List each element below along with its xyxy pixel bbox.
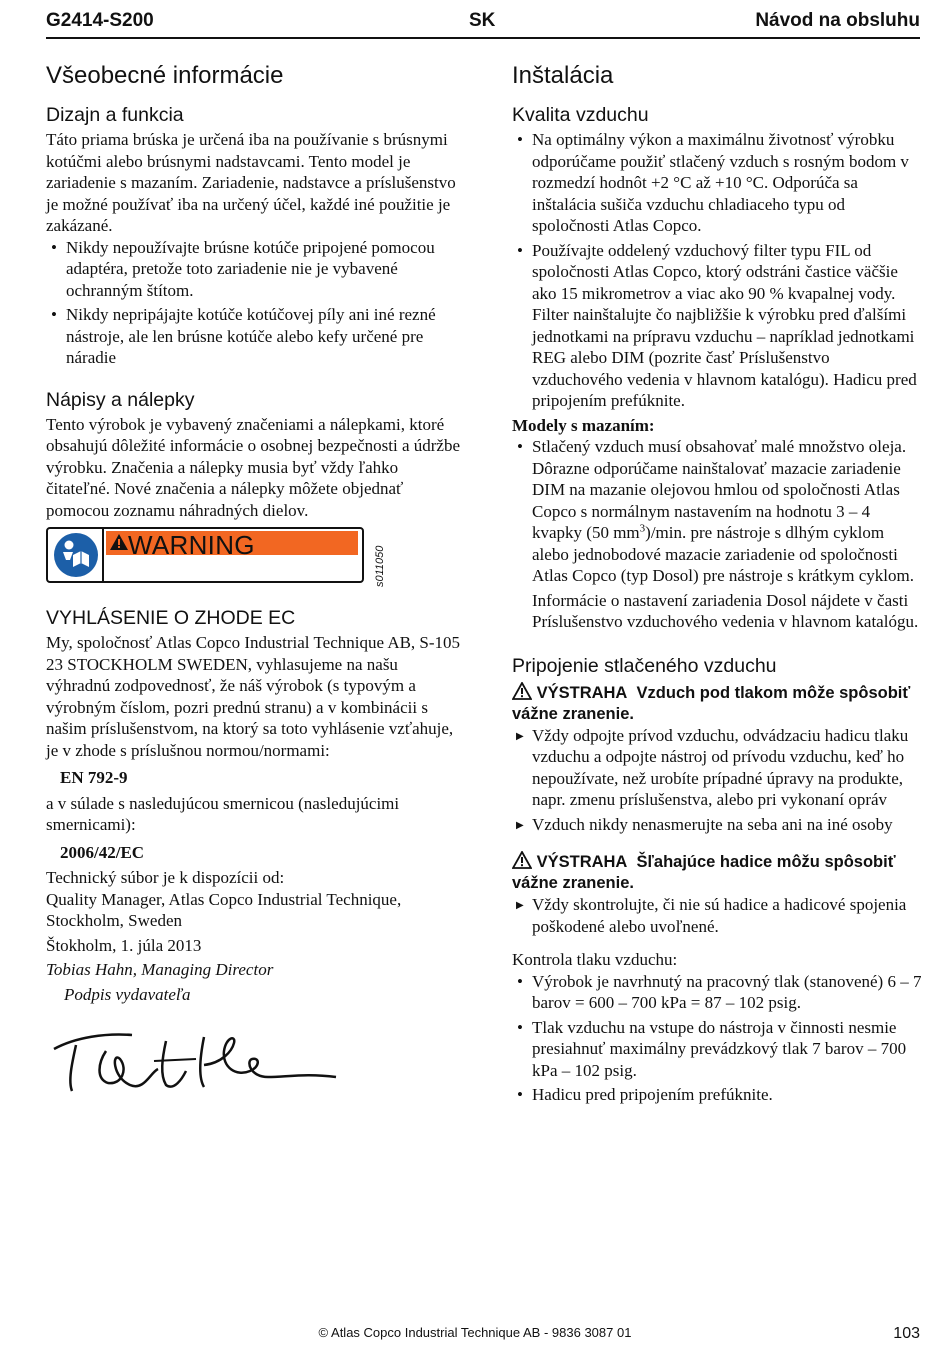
warning-triangle-icon: [512, 851, 532, 869]
air-quality-heading: Kvalita vzduchu: [512, 104, 649, 126]
page-number: 103: [893, 1325, 920, 1342]
lubrication-heading: Modely s mazaním:: [512, 415, 655, 435]
list-item: • Stlačený vzduch musí obsahovať malé množstvo oleja. Dôrazne odporúčame nainštalovať mazacie zariadenie DIM na mazanie olejovou hmlou od spoločnosti Atlas Copco s normálnym nastavením na hodnotu 3 – 4 kvapky (50 $mm^3)/\min$. pre nástroje s dlhým cyklom alebo jednobodové mazacie zariadenie od spoločnosti Atlas Copco (typ Dosol) pre nástroje s krátkym cyklom.: [517, 437, 914, 585]
image-code: s011050: [374, 545, 386, 587]
warning-1-actions: [512, 725, 924, 836]
warning-1-title: VÝSTRAHA Vzduch pod tlakom môže spôsobiť vážne zranenie.: [512, 683, 911, 723]
list-item: • Nikdy nepripájajte kotúče kotúčovej píly ani iné rezné nástroje, ale len brúsne kotúče alebo kefy určené pre náradie: [51, 305, 436, 367]
directive-intro: a v súlade s nasledujúcou smernicou (nasledujúcimi smernicami):: [46, 793, 400, 834]
design-heading: Dizajn a funkcia: [46, 104, 184, 126]
signer-name: Tobias Hahn, Managing Director: [46, 960, 274, 979]
warning-2-title: VÝSTRAHA Šľahajúce hadice môžu spôsobiť vážne zranenie.: [512, 853, 896, 892]
warning-word: WARNING: [128, 530, 255, 560]
list-item: • Hadicu pred pripojením prefúknite.: [517, 1085, 773, 1104]
declaration-paragraph: My, spoločnosť Atlas Copco Industrial Technique AB, S-105 23 STOCKHOLM SWEDEN, vyhlasujeme na našu výhradnú zodpovednosť, že náš výrobok (s typovým a výrobným číslom, pozri prednú stranu) a v kombinácii s našim príslušenstvom, na ktorý sa toto vyhlásenie vzťahuje, je v zhode s príslušnou normou/normami:: [46, 633, 461, 760]
list-item: • Nikdy nepoužívajte brúsne kotúče pripojené pomocou adaptéra, pretože toto zariadenie nie je vybavené ochranným štítom.: [51, 237, 435, 300]
list-item: ▶ Vždy odpojte prívod vzduchu, odvádzaciu hadicu tlaku vzduchu a odpojte nástroj od prívodu vzduchu, keď ho nepoužívate, než urobíte prípadné úpravy na produkte, napr. zmenu príslušenstva, alebo pri vykonaní opráv: [516, 725, 909, 809]
signs-paragraph: Tento výrobok je vybavený značeniami a nálepkami, ktoré obsahujú dôležité informácie o osobnej bezpečnosti a údržbe výrobku. Značenia a nálepky musia byť vždy ľahko čitateľné. Nové značenia a nálepky môžete objednať pomocou zoznamu náhradných dielov.: [46, 414, 460, 520]
list-item: • Používajte oddelený vzduchový filter typu FIL od spoločnosti Atlas Copco, ktorý odstráni častice väčšie ako 15 mikrometrov a viac ako 90 % kvapalnej vody. Filter nainštalujte čo najbližšie k výrobku pred ďalšími jednotkami na prípravu vzduchu – napríklad jednotkami REG alebo DIM (pozrite časť Príslušenstvo vzduchového vedenia v hlavnom katalógu). Hadicu pred pripojením prefúknite.: [517, 240, 917, 410]
technical-file-holder: Quality Manager, Atlas Copco Industrial Technique, Stockholm, Sweden: [46, 889, 402, 930]
air-quality-bullets: [512, 129, 924, 412]
directive-code: 2006/42/EC: [60, 842, 145, 862]
decal-divider: [102, 529, 104, 581]
pressure-heading: Kontrola tlaku vzduchu:: [512, 950, 678, 969]
section-title-installation: Inštalácia: [512, 62, 614, 89]
document-title: Návod na obsluhu: [755, 10, 920, 31]
language-code: SK: [469, 10, 496, 31]
list-item: • Výrobok je navrhnutý na pracovný tlak (stanovené) 6 – 7 barov = 600 – 700 kPa = 87 – 102 psig.: [517, 971, 922, 1012]
warning-banner: [106, 530, 358, 560]
standard-code: EN 792-9: [60, 768, 128, 787]
warning-triangle-icon: [110, 534, 128, 550]
place-date: Štokholm, 1. júla 2013: [46, 935, 202, 955]
warning-triangle-icon: [512, 682, 532, 700]
list-item: ▶ Vzduch nikdy nenasmerujte na seba ani na iné osoby: [516, 814, 893, 834]
list-item: • Tlak vzduchu na vstupe do nástroja v činnosti nesmie presiahnuť maximálny prevádzkový tlak 7 barov – 700 kPa – 102 psig.: [517, 1017, 907, 1080]
warning-2-actions: [512, 894, 924, 937]
section-title-general: Všeobecné informácie: [46, 62, 284, 89]
right-column: [512, 62, 924, 1109]
lubrication-note: Informácie o nastavení zariadenia Dosol nájdete v časti Príslušenstvo vzduchového vedenia v hlavnom katalógu.: [532, 590, 919, 631]
connection-heading: Pripojenie stlačeného vzduchu: [512, 654, 777, 677]
pressure-bullets: [512, 971, 924, 1106]
left-column: [46, 62, 462, 1106]
declaration-heading: VYHLÁSENIE O ZHODE EC: [46, 607, 296, 629]
design-paragraph: Táto priama brúska je určená iba na používanie s brúsnymi kotúčmi alebo brúsnymi nadstavcami. Tento model je zariadenie s mazaním. Zariadenie, nadstavce a príslušenstvo je možné používať iba na určený účel, každé iné použitie je zakázané.: [46, 130, 456, 235]
lubrication-bullets: [512, 436, 924, 587]
page-header: [46, 10, 920, 36]
signature-image: [46, 1011, 346, 1101]
footer-copyright: © Atlas Copco Industrial Technique AB - 9836 3087 01: [318, 1325, 632, 1340]
design-bullets: [46, 237, 462, 369]
list-item: ▶ Vždy skontrolujte, či nie sú hadice a hadicové spojenia poškodené alebo uvoľnené.: [516, 895, 907, 936]
document-id: G2414-S200: [46, 10, 154, 31]
signs-heading: Nápisy a nálepky: [46, 388, 195, 411]
read-manual-icon: [54, 533, 98, 577]
signature-caption: Podpis vydavateľa: [64, 984, 191, 1004]
technical-file-line: Technický súbor je k dispozícii od:: [46, 868, 285, 887]
warning-decal: [46, 527, 386, 587]
list-item: • Na optimálny výkon a maximálnu životnosť výrobku odporúčame použiť stlačený vzduch s rosným bodom v rozmedzí hodnôt +2 °C až +10 °C. Odporúča sa inštalácia sušiča vzduchu chladiaceho typu od spoločnosti Atlas Copco.: [517, 130, 909, 235]
header-rule: [46, 37, 920, 39]
